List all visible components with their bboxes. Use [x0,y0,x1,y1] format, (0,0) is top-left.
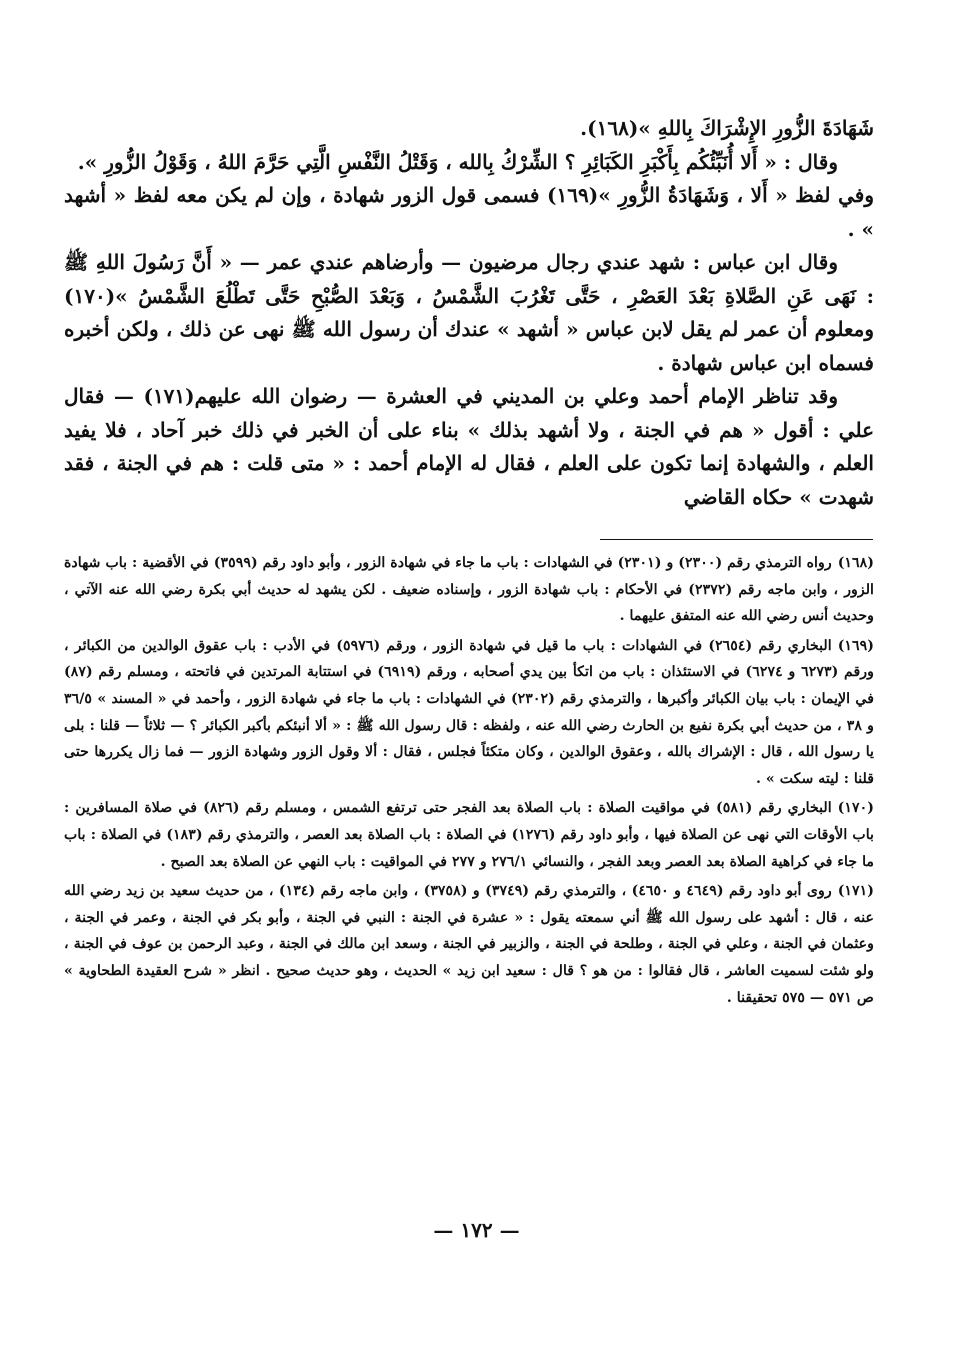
main-paragraph: وفي لفظ « أَلا ، وَشَهَادَةُ الزُّورِ »(١٦٩) فسمى قول الزور شهادة ، وإن لم يكن معه لفظ « أشهد » . [64,183,874,241]
footnote [64,795,874,875]
footnote-number: (١٦٨) [837,555,875,571]
footnote-number: (١٦٩) [837,637,874,654]
page-number: — ١٧٢ — [433,1218,520,1242]
main-paragraph: شَهَادَةَ الزُّورِ الإِشْرَاكَ بِاللهِ »(١٦٨). [580,116,874,140]
footnote-number: (١٧٠) [837,800,874,817]
main-paragraph: وقال : « أَلا أُنَبِّئُكُم بِأَكْبَرِ الكَبَائِرِ ؟ الشِّرْكُ بِالله ، وَقَتْلُ النَّفْسِ الَّتِي حَرَّمَ اللهُ ، وَقَوْلُ الزُّورِ ». [77,149,838,174]
footnote [64,633,874,793]
footnote-separator [600,539,873,540]
main-paragraph: وقد تناظر الإمام أحمد وعلي بن المديني في العشرة — رضوان الله عليهم(١٧١) — فقال علي : أقول « هم في الجنة ، ولا أشهد بذلك » بناء على أن الخبر في ذلك خبر آحاد ، فلا يفيد العلم ، والشهادة إنما تكون على العلم ، فقال له الإمام أحمد : « متى قلت : هم في الجنة ، فقد شهدت » حكاه القاضي [64,384,874,509]
footnote [64,550,874,630]
main-paragraph: وقال ابن عباس : شهد عندي رجال مرضيون — وأرضاهم عندي عمر — « أَنَّ رَسُولَ اللهِ ﷺ : نَهَى عَنِ الصَّلاةِ بَعْدَ العَصْرِ ، حَتَّى تَغْرُبَ الشَّمْسُ ، وَبَعْدَ الصُّبْحِ حَتَّى تَطْلُعَ الشَّمْسُ »(١٧٠) ومعلوم أن عمر لم يقل لابن عباس « أشهد » عندك أن رسول الله ﷺ نهى عن ذلك ، ولكن أخبره فسماه ابن عباس شهادة . [64,250,874,375]
footnote-number: (١٧١) [837,883,874,900]
footnote-text: روى أبو داود رقم (٤٦٤٩ و ٤٦٥٠) ، والترمذي رقم (٣٧٤٩) و (٣٧٥٨) ، وابن ماجه رقم (١٣٤) ، من حديث سعيد بن زيد رضي الله عنه ، قال : أشهد على رسول الله ﷺ أني سمعته يقول : « عشرة في الجنة : النبي في الجنة ، وأبو بكر في الجنة ، وعمر في الجنة ، وعثمان في الجنة ، وعلي في الجنة ، وطلحة في الجنة ، والزبير في الجنة ، وسعد ابن مالك في الجنة ، وعبد الرحمن بن عوف في الجنة ، ولو شئت لسميت العاشر ، قال فقالوا : من هو ؟ قال : سعيد ابن زيد » الحديث ، وهو حديث صحيح . انظر « شرح العقيدة الطحاوية » ص ٥٧١ — ٥٧٥ تحقيقنا . [64,883,874,1006]
footnote-text: البخاري رقم (٥٨١) في مواقيت الصلاة : باب الصلاة بعد الفجر حتى ترتفع الشمس ، ومسلم رقم (٨٢٦) في صلاة المسافرين : باب الأوقات التي نهى عن الصلاة فيها ، وأبو داود رقم (١٢٧٦) في الصلاة : باب الصلاة بعد العصر ، والترمذي رقم (١٨٣) في الصلاة : باب ما جاء في كراهية الصلاة بعد العصر وبعد الفجر ، والنسائي ٢٧٦/١ و ٢٧٧ في المواقيت : باب النهي عن الصلاة بعد الصبح . [64,800,874,870]
footnotes [64,550,874,1014]
footnote-text: رواه الترمذي رقم (٢٣٠٠) و (٢٣٠١) في الشهادات : باب ما جاء في شهادة الزور ، وأبو داود رقم (٣٥٩٩) في الأقضية : باب شهادة الزور ، وابن ماجه رقم (٢٣٧٢) في الأحكام : باب شهادة الزور ، وإسناده ضعيف . لكن يشهد له حديث أبي بكرة رضي الله عنه الآتي ، وحديث أنس رضي الله عنه المتفق عليهما . [64,555,874,625]
main-text [64,112,874,514]
footnote [64,878,874,1011]
footnote-text: البخاري رقم (٢٦٥٤) في الشهادات : باب ما قيل في شهادة الزور ، ورقم (٥٩٧٦) في الأدب : باب عقوق الوالدين من الكبائر ، ورقم (٦٢٧٣ و ٦٢٧٤) في الاستئذان : باب من اتكأ بين يدي أصحابه ، ورقم (٦٩١٩) في استتابة المرتدين في فاتحته ، ومسلم رقم (٨٧) في الإيمان : باب بيان الكبائر وأكبرها ، والترمذي رقم (٢٣٠٢) في الشهادات : باب ما جاء في شهادة الزور ، وأحمد في « المسند » ٣٦/٥ و ٣٨ ، من حديث أبي بكرة نفيع بن الحارث رضي الله عنه ، ولفظه : قال رسول الله ﷺ : « ألا أنبئكم بأكبر الكبائر ؟ — ثلاثاً — قلنا : بلى يا رسول الله ، قال : الإشراك بالله ، وعقوق الوالدين ، وكان متكئاً فجلس ، فقال : ألا وقول الزور وشهادة الزور — فما زال يكررها حتى قلنا : ليته سكت » . [64,637,875,787]
